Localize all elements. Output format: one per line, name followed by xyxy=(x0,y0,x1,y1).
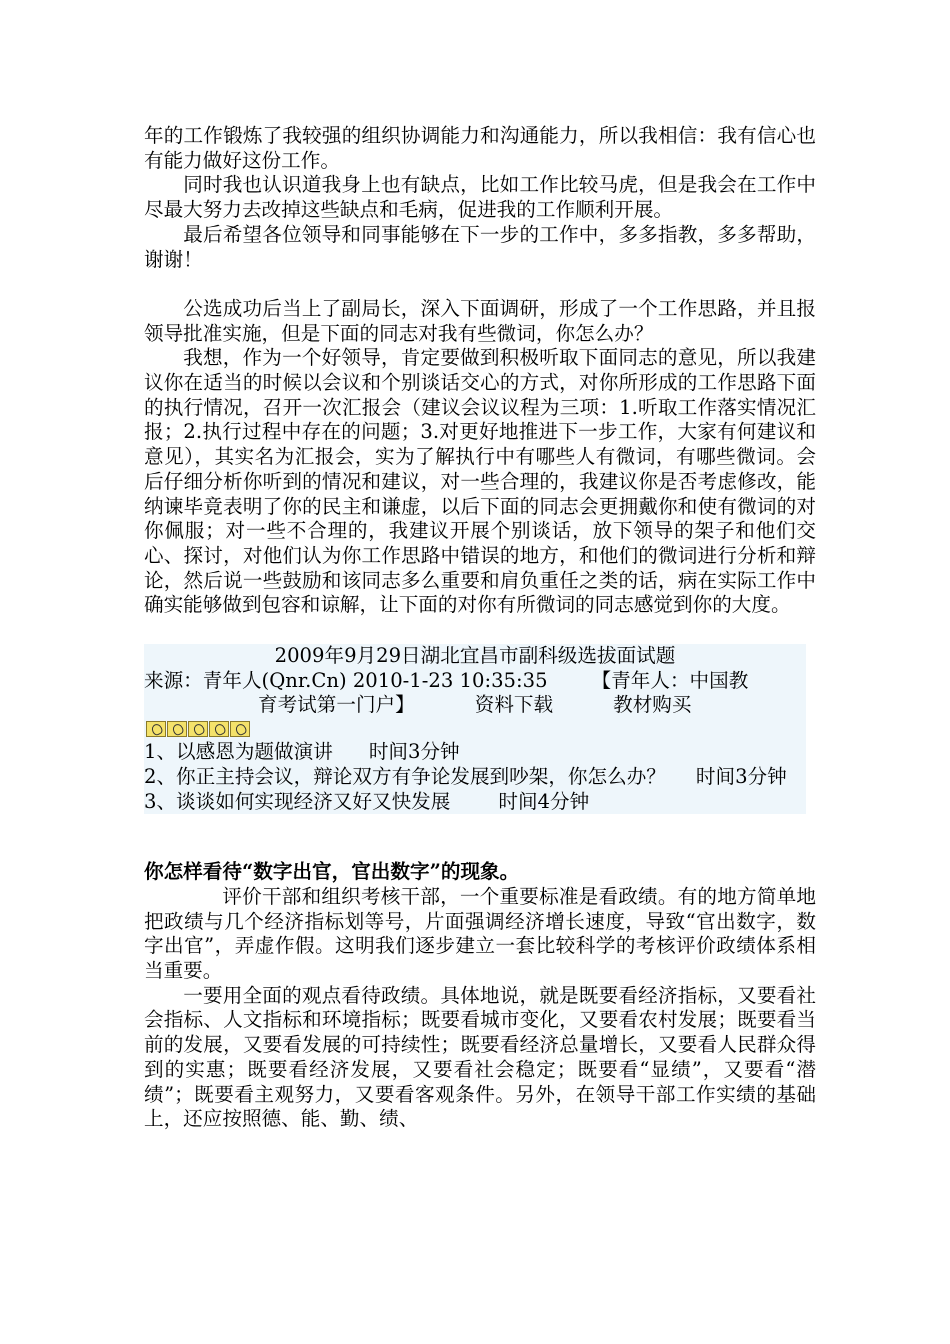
pen-icon xyxy=(146,721,166,737)
exam-question-2: 2、你正主持会议，辩论双方有争论发展到吵架，你怎么办？ 时间3分钟 xyxy=(144,764,787,788)
essay-heading: 你怎样看待“数字出官，官出数字”的现象。 xyxy=(144,860,520,884)
section-spacer xyxy=(144,618,816,644)
question-paragraph: 公选成功后当上了副局长，深入下面调研，形成了一个工作思路，并且报领导批准实施，但是下面的同志对我有些微词，你怎么办？ xyxy=(144,296,816,345)
intro-paragraph-1: 年的工作锻炼了我较强的组织协调能力和沟通能力，所以我相信：我有信心也有能力做好这份工作。 xyxy=(144,124,816,172)
answer-paragraph: 我想，作为一个好领导，肯定要做到积极听取下面同志的意见，所以我建议你在适当的时候以会议和个别谈话交心的方式，对你所形成的工作思路下面的执行情况，召开一次汇报会（建议会议议程为三项：1.听取工作落实情况汇报；2.执行过程中存在的问题；3.对更好地推进下一步工作，大家有何建议和意见），其实名为汇报会，实为了解执行中有哪些人有微词，有哪些微词。会后仔细分析你听到的情况和建议，对一些合理的，我建议你是否考虑修改，能纳谏毕竟表明了你的民主和谦虚，以后下面的同志会更拥戴你和使有微词的对你佩服；对一些不合理的，我建议开展个别谈话，放下领导的架子和他们交心、探讨，对他们认为你工作思路中错误的地方，和他们的微词进行分析和辩论，然后说一些鼓励和该同志多么重要和肩负重任之类的话，病在实际工作中确实能够做到包容和谅解，让下面的对你有所微词的同志感觉到你的大度。 xyxy=(144,346,816,617)
buy-link[interactable]: 教材购买 xyxy=(613,693,692,717)
section-spacer xyxy=(144,814,816,860)
essay-paragraph-2: 一要用全面的观点看待政绩。具体地说，就是既要看经济指标，又要看社会指标、人文指标和环境指标；既要看城市变化，又要看农村发展；既要看当前的发展，又要看发展的可持续性；既要看经济总量增长，又要看人民群众得到的实惠；既要看经济发展，又要看社会稳定；既要看“显绩”，又要看“潜绩”；既要看主观努力，又要看客观条件。另外，在领导干部工作实绩的基础上，还应按照德、能、勤、绩、 xyxy=(144,983,816,1131)
pen-icon xyxy=(188,721,208,737)
intro-paragraph-2: 同时我也认识道我身上也有缺点，比如工作比较马虎，但是我会在工作中尽最大努力去改掉这些缺点和毛病，促进我的工作顺利开展。 xyxy=(144,173,816,222)
portal-link-cont[interactable]: 育考试第一门户】 xyxy=(258,693,415,717)
blank-line xyxy=(144,272,816,297)
pen-icon xyxy=(167,721,187,737)
pen-icon xyxy=(209,721,229,737)
exam-question-1: 1、以感恩为题做演讲 时间3分钟 xyxy=(144,740,460,764)
exam-box xyxy=(144,644,806,814)
exam-question-3: 3、谈谈如何实现经济又好又快发展 时间4分钟 xyxy=(144,789,590,813)
document-page xyxy=(144,124,816,1132)
rating-icons xyxy=(144,718,806,740)
essay-paragraph-1: 评价干部和组织考核干部，一个重要标准是看政绩。有的地方简单地把政绩与几个经济指标划等号，片面强调经济增长速度，导致“官出数字，数字出官”，弄虚作假。这明我们逐步建立一套比较科学的考核评价政绩体系相当重要。 xyxy=(144,884,816,983)
portal-link[interactable]: 【青年人：中国教 xyxy=(591,668,749,692)
exam-title: 2009年9月29日湖北宜昌市副科级选拔面试题 xyxy=(274,644,676,668)
exam-meta xyxy=(144,669,806,718)
pen-icon xyxy=(230,721,250,737)
exam-source: 来源：青年人(Qnr.Cn) 2010-1-23 10:35:35 xyxy=(144,668,548,692)
intro-paragraph-3: 最后希望各位领导和同事能够在下一步的工作中，多多指教，多多帮助，谢谢！ xyxy=(144,222,816,271)
download-link[interactable]: 资料下载 xyxy=(474,693,554,717)
